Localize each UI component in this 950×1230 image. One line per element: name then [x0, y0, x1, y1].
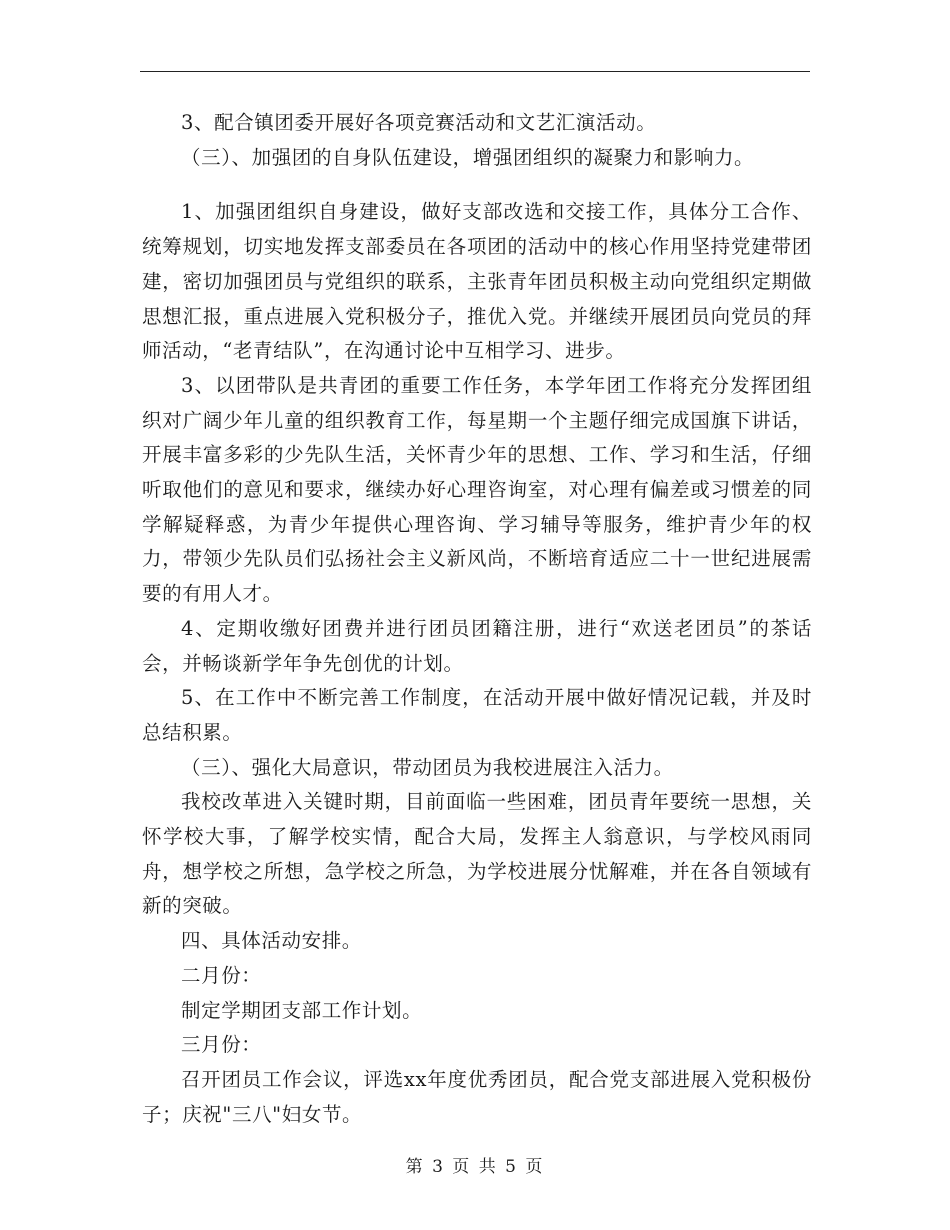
- header-rule: [140, 71, 810, 72]
- paragraph-11: 制定学期团支部工作计划。: [181, 998, 423, 1022]
- paragraph-9: 四、具体活动安排。: [181, 929, 362, 953]
- page-footer: 第 3 页 共 5 页: [405, 1157, 545, 1177]
- paragraph-4: 3、以团带队是共青团的重要工作任务，本学年团工作将充分发挥团组织对广阔少年儿童的组织教育工作，每星期一个主题仔细完成国旗下讲话，开展丰富多彩的少先队生活，关怀青少年的思想、工作、学习和生活，仔细听取他们的意见和要求，继续办好心理咨询室，对心理有偏差或习惯差的同学解疑释惑，为青少年提供心理咨询、学习辅导等服务，维护青少年的权力，带领少先队员们弘扬社会主义新风尚，不断培育适应二十一世纪进展需要的有用人才。: [142, 373, 812, 606]
- paragraph-10: 二月份：: [181, 963, 262, 987]
- paragraph-5: 4、定期收缴好团费并进行团员团籍注册，进行“欢送老团员”的茶话会，并畅谈新学年争先创优的计划。: [142, 616, 812, 675]
- paragraph-1: 3、配合镇团委开展好各项竞赛活动和文艺汇演活动。: [181, 111, 657, 134]
- paragraph-13: 召开团员工作会议，评选xx年度优秀团员，配合党支部进展入党积极份子；庆祝"三八"妇女节。: [142, 1067, 812, 1126]
- document-body: [142, 106, 812, 1132]
- paragraph-7: （三）、强化大局意识，带动团员为我校进展注入活力。: [181, 755, 674, 779]
- paragraph-3: 1、加强团组织自身建设，做好支部改选和交接工作，具体分工合作、统筹规划，切实地发挥支部委员在各项团的活动中的核心作用坚持党建带团建，密切加强团员与党组织的联系，主张青年团员积极主动向党组织定期做思想汇报，重点进展入党积极分子，推优入党。并继续开展团员向党员的拜师活动，“老青结队”，在沟通讨论中互相学习、进步。: [142, 200, 812, 363]
- paragraph-12: 三月份：: [181, 1033, 262, 1057]
- paragraph-6: 5、在工作中不断完善工作制度，在活动开展中做好情况记载，并及时总结积累。: [142, 686, 812, 744]
- paragraph-8: 我校改革进入关键时期，目前面临一些困难，团员青年要统一思想，关怀学校大事，了解学校实情，配合大局，发挥主人翁意识，与学校风雨同舟，想学校之所想，急学校之所急，为学校进展分忧解难，并在各自领域有新的突破。: [142, 790, 812, 918]
- paragraph-2: （三）、加强团的自身队伍建设，增强团组织的凝聚力和影响力。: [181, 145, 755, 169]
